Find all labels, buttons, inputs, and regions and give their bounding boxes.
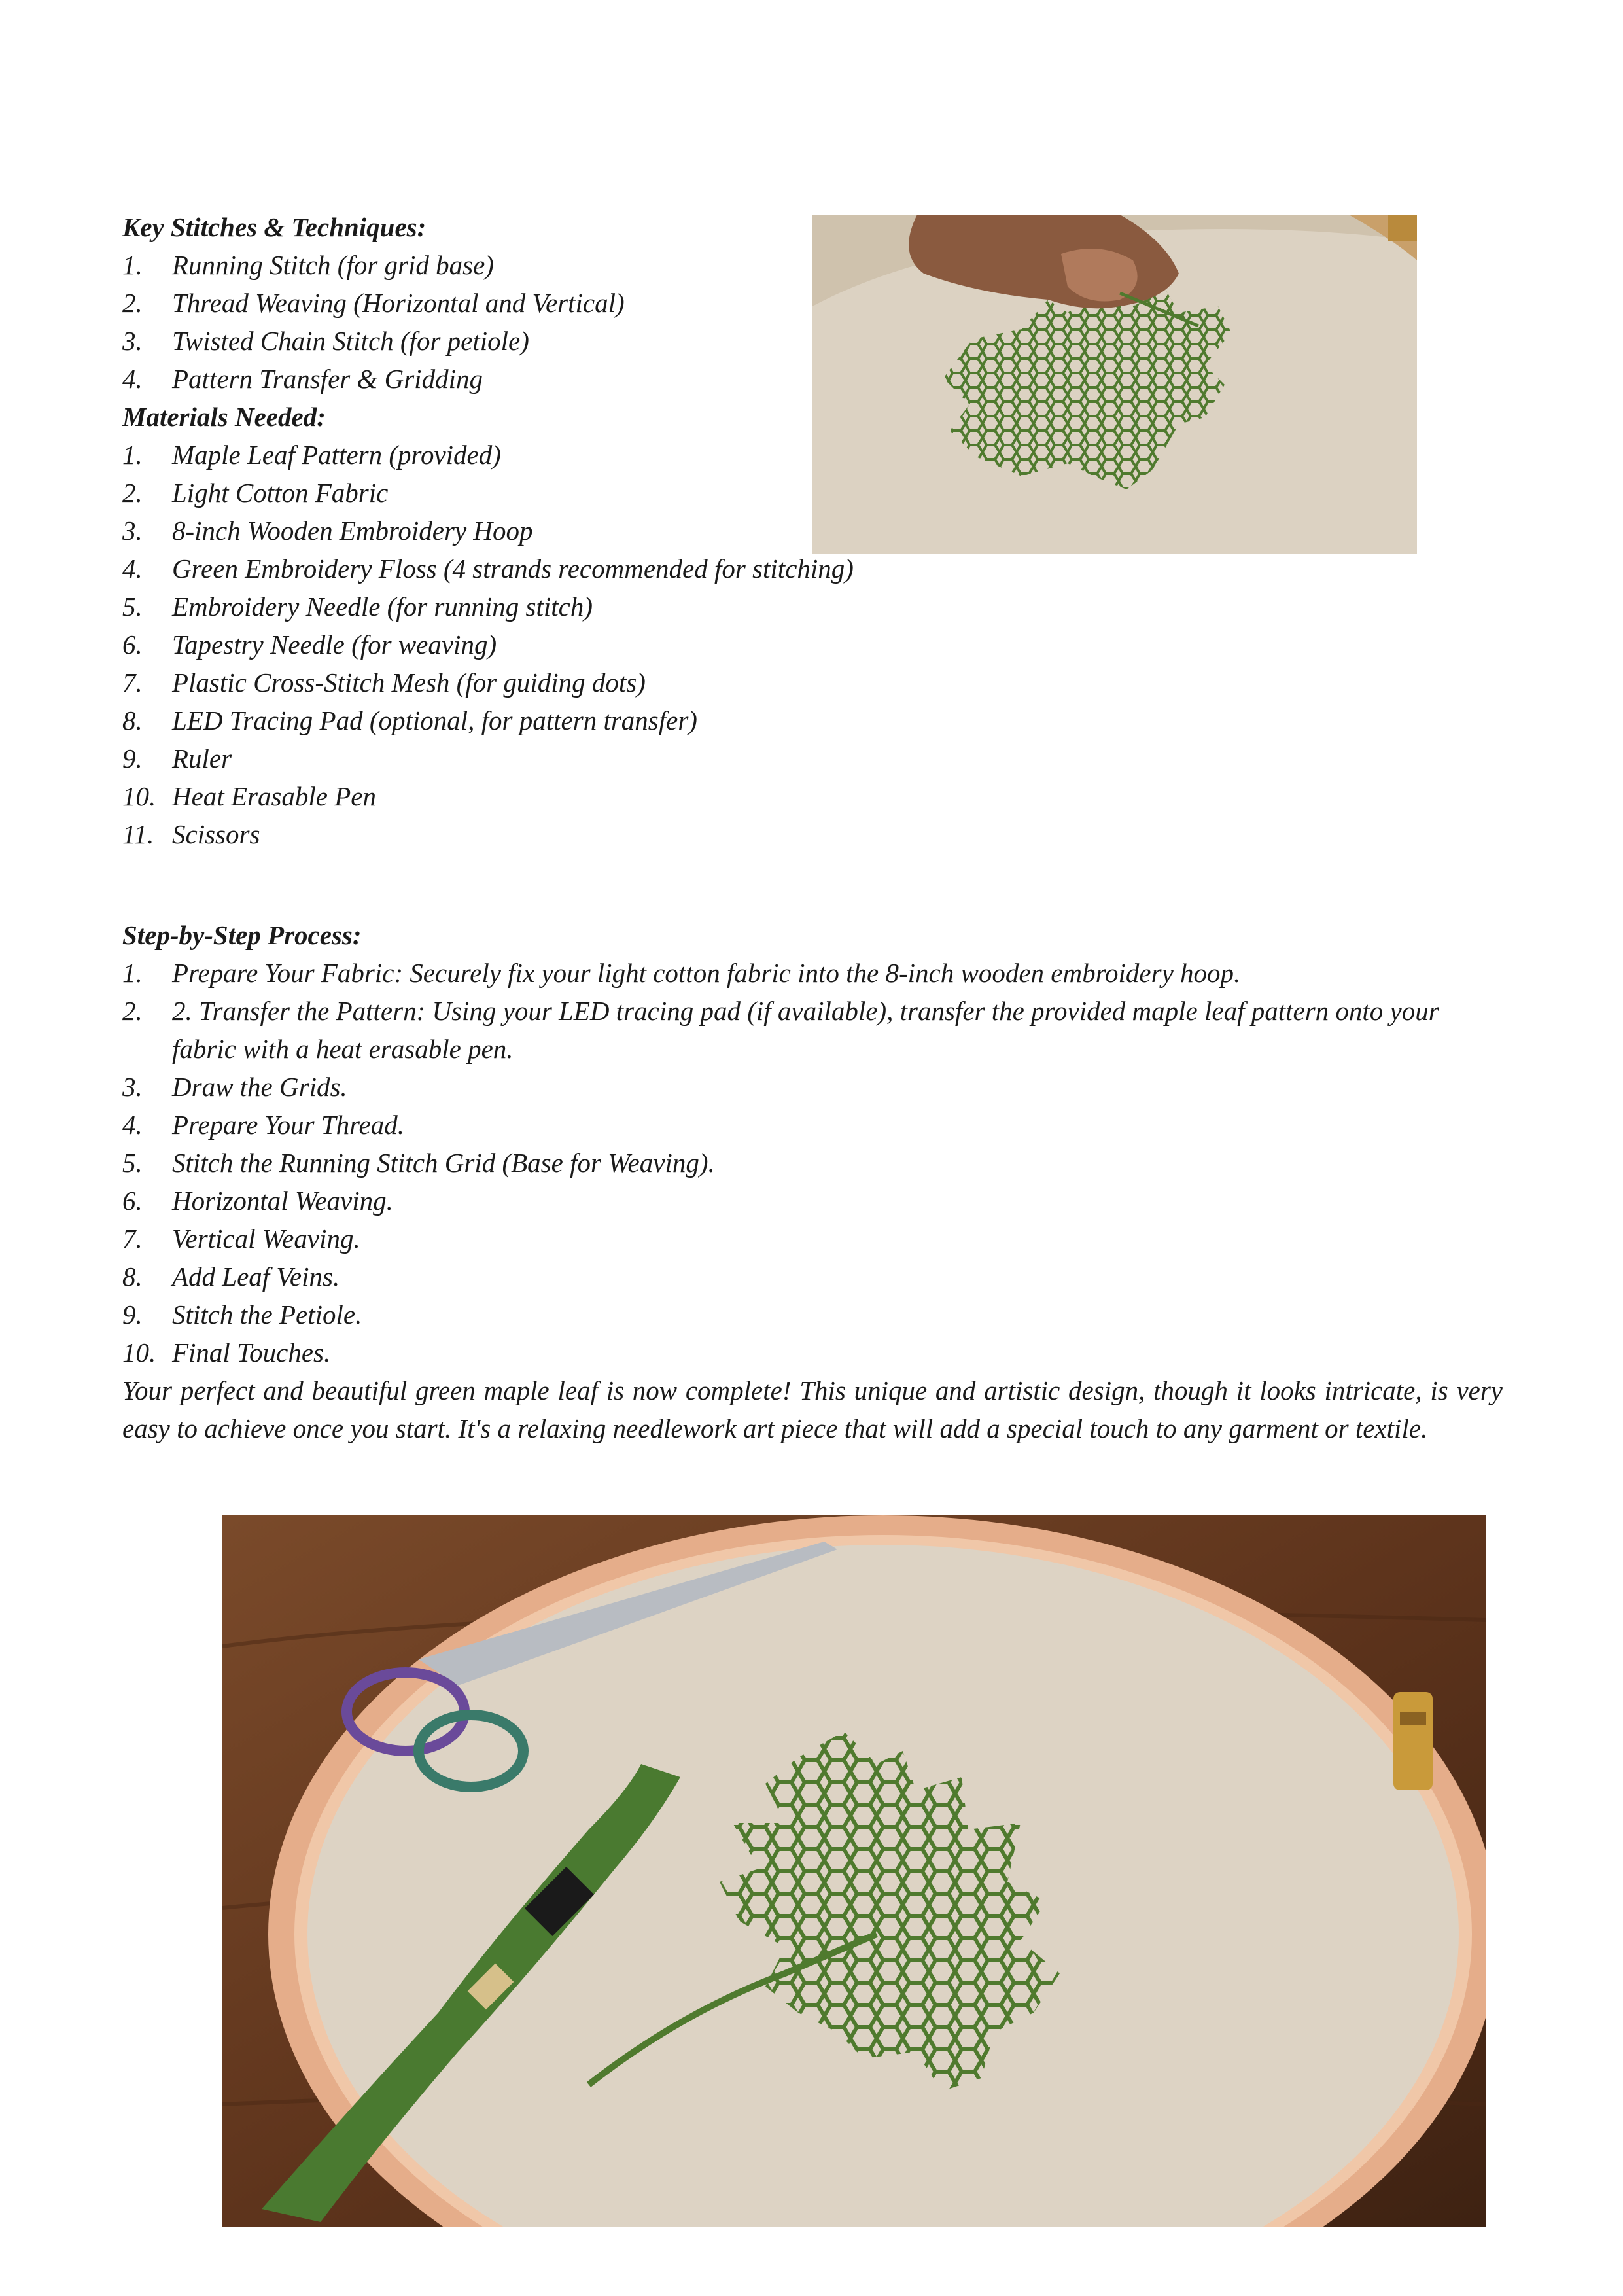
materials-heading: Materials Needed:: [122, 402, 326, 432]
list-item: 9. Stitch the Petiole.: [122, 1299, 362, 1330]
materials-list: [122, 436, 1038, 853]
list-item: 1. Prepare Your Fabric: Securely fix your light cotton fabric into the 8-inch wooden embroidery hoop.: [122, 958, 1241, 988]
list-item: 8. Add Leaf Veins.: [122, 1262, 340, 1292]
key-stitches-list: [122, 246, 842, 398]
list-item: 1. Running Stitch (for grid base): [122, 250, 494, 280]
steps-section: [122, 916, 1503, 1447]
list-item: 10. Final Touches.: [122, 1337, 331, 1368]
list-item: 3. Twisted Chain Stitch (for petiole): [122, 326, 529, 356]
list-item: 11. Scissors: [122, 819, 260, 849]
list-item: 3. 8-inch Wooden Embroidery Hoop: [122, 516, 533, 546]
list-item: 1. Maple Leaf Pattern (provided): [122, 440, 501, 470]
conclusion-paragraph: Your perfect and beautiful green maple leaf is now complete! This unique and artistic design, though it looks intricate, is very easy to achieve once you start. It's a relaxing needlework art piece that will add a special touch to any garment or textile.: [122, 1375, 1503, 1443]
key-stitches-heading: Key Stitches & Techniques:: [122, 212, 427, 242]
list-item: 2. Light Cotton Fabric: [122, 478, 389, 508]
list-item: 2. Thread Weaving (Horizontal and Vertical): [122, 288, 625, 318]
key-stitches-section: [122, 208, 854, 853]
list-item: 4. Pattern Transfer & Gridding: [122, 364, 483, 394]
list-item: 5. Stitch the Running Stitch Grid (Base for Weaving).: [122, 1148, 715, 1178]
steps-list: [122, 954, 1503, 1371]
list-item: 6. Horizontal Weaving.: [122, 1186, 393, 1216]
list-item: 7. Vertical Weaving.: [122, 1224, 360, 1254]
list-item: 9. Ruler: [122, 743, 232, 773]
list-item: 4. Prepare Your Thread.: [122, 1110, 404, 1140]
list-item: 8. LED Tracing Pad (optional, for pattern transfer): [122, 705, 697, 735]
list-item: 4. Green Embroidery Floss (4 strands recommended for stitching): [122, 554, 854, 584]
photo-finished-hoop: [222, 1515, 1486, 2227]
steps-heading: Step-by-Step Process:: [122, 920, 362, 950]
list-item: 10. Heat Erasable Pen: [122, 781, 376, 811]
list-item: 3. Draw the Grids.: [122, 1072, 347, 1102]
list-item: 7. Plastic Cross-Stitch Mesh (for guiding dots): [122, 667, 646, 698]
list-item: 5. Embroidery Needle (for running stitch): [122, 592, 593, 622]
list-item: 2. 2. Transfer the Pattern: Using your LED tracing pad (if available), transfer the provided maple leaf pattern onto your fabric with a heat erasable pen.: [122, 996, 1439, 1064]
list-item: 6. Tapestry Needle (for weaving): [122, 629, 497, 660]
